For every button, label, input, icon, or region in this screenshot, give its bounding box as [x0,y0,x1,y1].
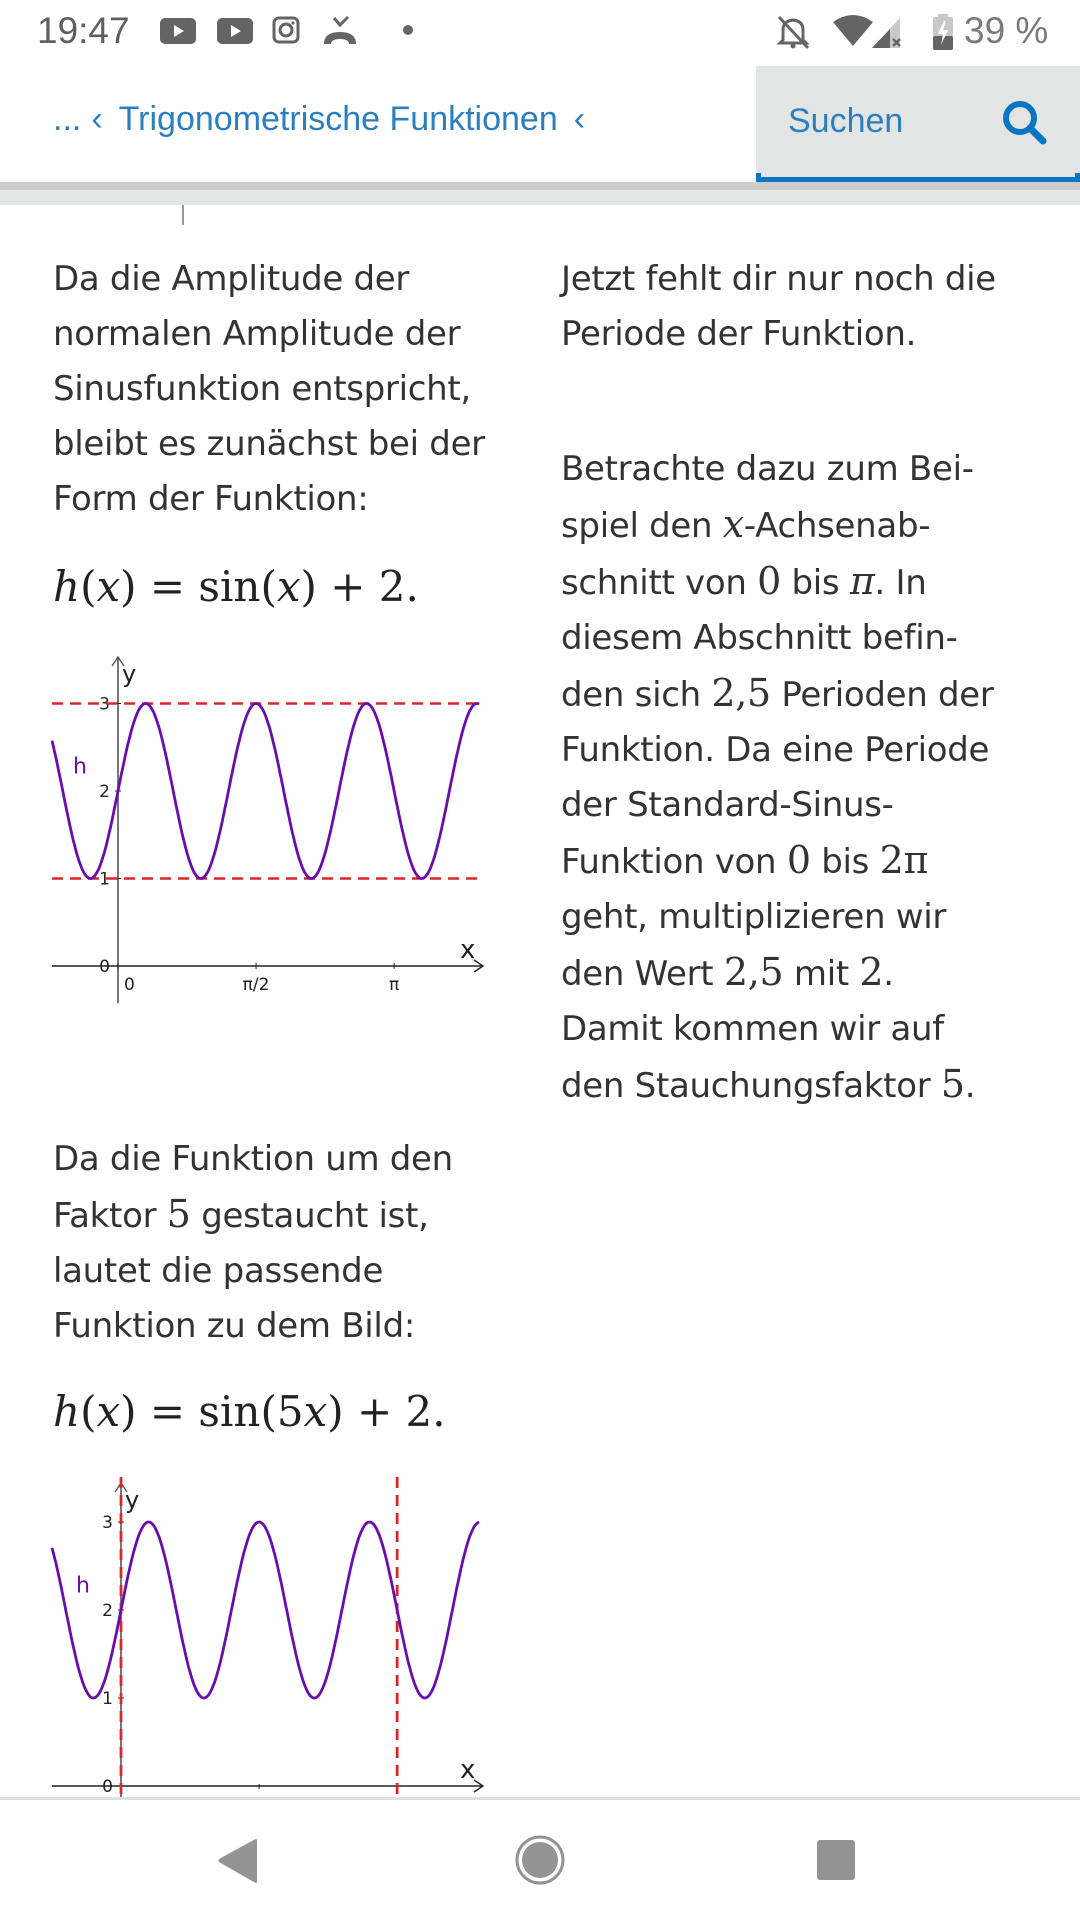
svg-text:x: x [460,935,476,965]
svg-text:π/2: π/2 [242,975,270,995]
svg-text:2: 2 [99,782,110,802]
svg-text:1: 1 [102,1689,113,1709]
top-navigation [0,66,1080,182]
svg-text:0: 0 [102,1777,113,1797]
breadcrumb [53,100,595,139]
battery-charging-icon [932,14,954,50]
breadcrumb-current[interactable]: Trigonometrische Funktionen [118,100,558,138]
youtube-icon [160,18,196,46]
wifi-icon [832,14,874,48]
missed-call-icon [322,14,362,48]
svg-text:π: π [389,975,400,995]
svg-text:1: 1 [99,869,110,890]
search-button[interactable] [756,66,1080,182]
notification-dot-icon [402,24,414,36]
search-label: Suchen [788,102,904,140]
battery-level: 39 % [964,10,1049,51]
svg-text:x: x [460,1755,476,1785]
breadcrumb-chevron-icon[interactable]: ‹ [573,100,586,138]
home-button[interactable] [514,1834,566,1886]
graphs-layer [0,205,540,1797]
search-underline [756,173,1080,182]
header-divider-shade [0,190,1080,205]
youtube-icon [217,18,253,46]
inline-math: π [849,559,875,603]
status-bar [0,0,1080,66]
svg-text:0: 0 [99,957,110,977]
paragraph-factor: Da die Funktion um den Faktor 5 gestaucht ist, lautet die passende Funktion zu dem Bild: [53,1139,453,1346]
formula-sin-5x: h(x) = sin(5x) + 2. [53,1387,446,1436]
inline-math: 2 [859,950,884,994]
inline-math: 0 [757,559,781,603]
inline-math: 2,5 [711,671,771,715]
android-nav-bar [0,1797,1080,1920]
svg-text:2: 2 [102,1601,113,1621]
svg-text:h: h [76,1573,90,1599]
inline-math: 2π [879,838,929,882]
instagram-icon [272,16,302,46]
breadcrumb-separator-icon: ‹ [91,100,103,138]
svg-text:3: 3 [99,694,110,715]
clock: 19:47 [37,10,130,51]
paragraph-period-intro: Jetzt fehlt dir nur noch die Periode der Funktion. [561,259,996,354]
svg-text:3: 3 [102,1513,113,1533]
signal-no-service-icon [870,16,906,50]
recents-button[interactable] [815,1838,857,1882]
inline-math: 5 [940,1062,965,1106]
breadcrumb-ellipsis[interactable]: ... [53,100,82,138]
graph-1 [52,657,483,1003]
svg-text:y: y [122,660,137,688]
inline-math: 2,5 [723,950,784,994]
paragraph-period-explanation: Betrachte dazu zum Beispiel den x-Achsenabschnitt von 0 bis π. In diesem Abschnitt befinden sich 2,5 Perioden der Funktion. Da eine Periode der Standard-Sinus-Funktion von 0 bis 2π geht, multiplizieren wir den Wert 2,5 mit 2. Damit kommen wir auf den Stauchungsfaktor 5. [561,449,994,1106]
search-icon [1000,98,1048,146]
back-button[interactable] [216,1838,260,1884]
svg-text:y: y [125,1486,140,1514]
formula-sin-x: h(x) = sin(x) + 2. [53,562,419,611]
svg-text:h: h [73,754,87,780]
svg-text:0: 0 [124,975,135,995]
paragraph-amplitude: Da die Amplitude der normalen Amplitude der Sinusfunktion entspricht, bleibt es zunächst bei der Form der Funktion: [53,259,485,519]
notifications-off-icon [775,14,811,50]
inline-math: x [722,502,744,546]
inline-math: 0 [786,838,811,882]
graph-2 [52,1477,483,1797]
header-divider [0,182,1080,190]
